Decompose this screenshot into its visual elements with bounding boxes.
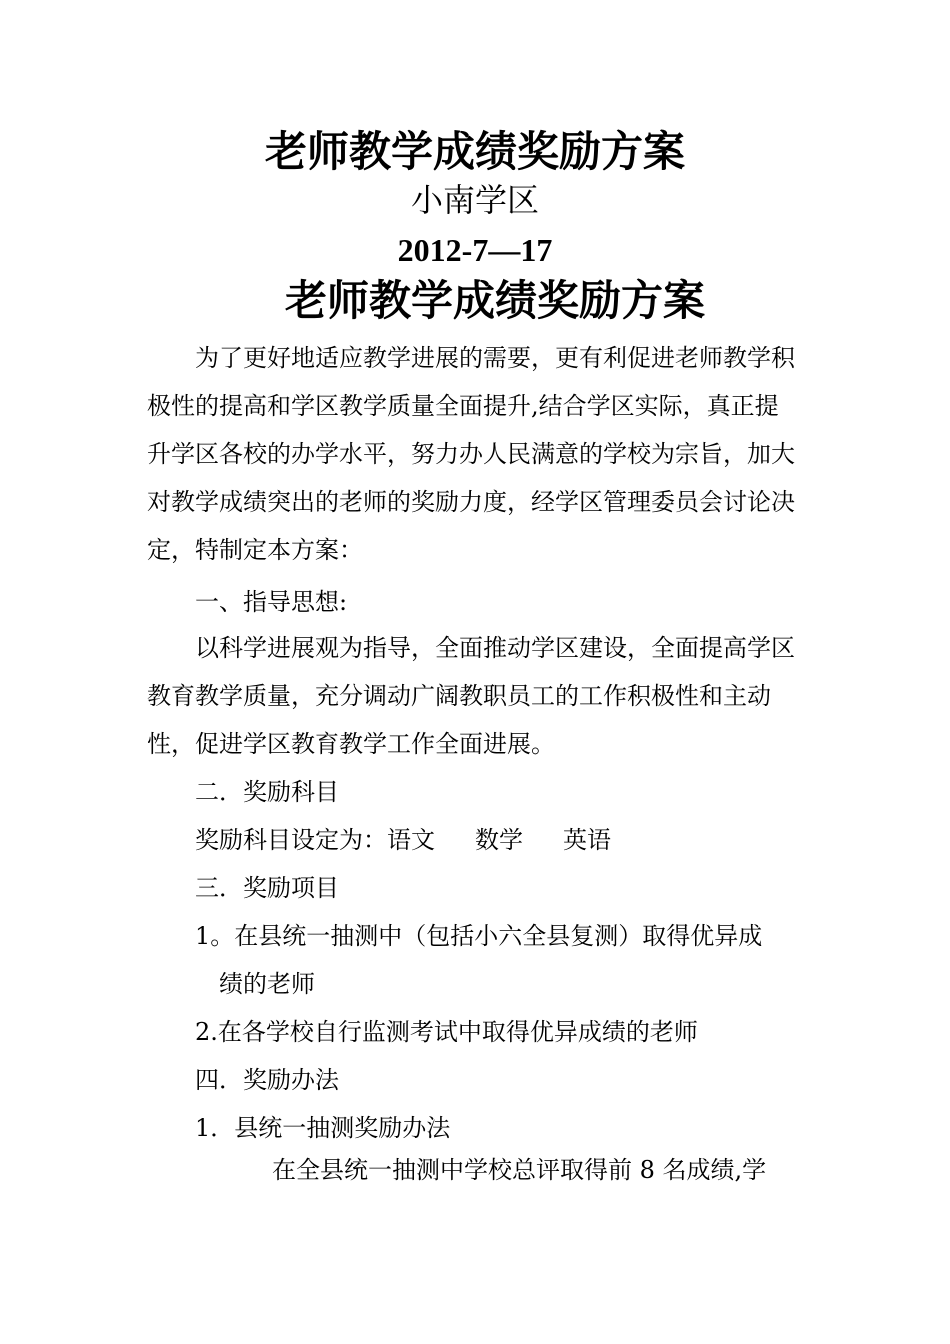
document-date: 2012-7—17 bbox=[397, 232, 553, 268]
subject-english: 英语 bbox=[563, 826, 611, 854]
method1-paragraph: 在全县统一抽测中学校总评取得前 8 名成绩,学 bbox=[272, 1156, 767, 1184]
section2-heading: 二．奖励科目 bbox=[195, 778, 339, 806]
section3-heading: 三．奖励项目 bbox=[195, 874, 339, 902]
award-item-2: 2.在各学校自行监测考试中取得优异成绩的老师 bbox=[195, 1018, 698, 1046]
section1-paragraph: 以科学进展观为指导，全面推动学区建设，全面提高学区教育教学质量，充分调动广阔教职员工的工作积极性和主动性，促进学区教育教学工作全面进展。 bbox=[147, 634, 795, 758]
award-item-1-line1: 1。在县统一抽测中（包括小六全县复测）取得优异成 bbox=[195, 922, 763, 950]
intro-paragraph: 为了更好地适应教学进展的需要，更有利促进老师教学积极性的提高和学区教学质量全面提升,结合学区实际，真正提升学区各校的办学水平，努力办人民满意的学校为宗旨，加大对教学成绩突出的老师的奖励力度，经学区管理委员会讨论决定，特制定本方案： bbox=[147, 344, 795, 564]
section1-heading: 一、指导思想: bbox=[195, 588, 348, 616]
award-item-1-line2: 绩的老师 bbox=[219, 970, 315, 998]
award-item-1 bbox=[195, 912, 805, 1008]
subject-math: 数学 bbox=[475, 826, 523, 854]
subjects-line bbox=[195, 816, 835, 864]
district-name: 小南学区 bbox=[410, 181, 539, 219]
subject-chinese: 语文 bbox=[387, 826, 435, 854]
subjects-label: 奖励科目设定为： bbox=[195, 826, 387, 854]
document-title-main: 老师教学成绩奖励方案 bbox=[284, 276, 705, 325]
method1-heading: 1．县统一抽测奖励办法 bbox=[195, 1114, 451, 1142]
document-title-top: 老师教学成绩奖励方案 bbox=[264, 127, 685, 176]
section4-heading: 四．奖励办法 bbox=[195, 1066, 339, 1094]
